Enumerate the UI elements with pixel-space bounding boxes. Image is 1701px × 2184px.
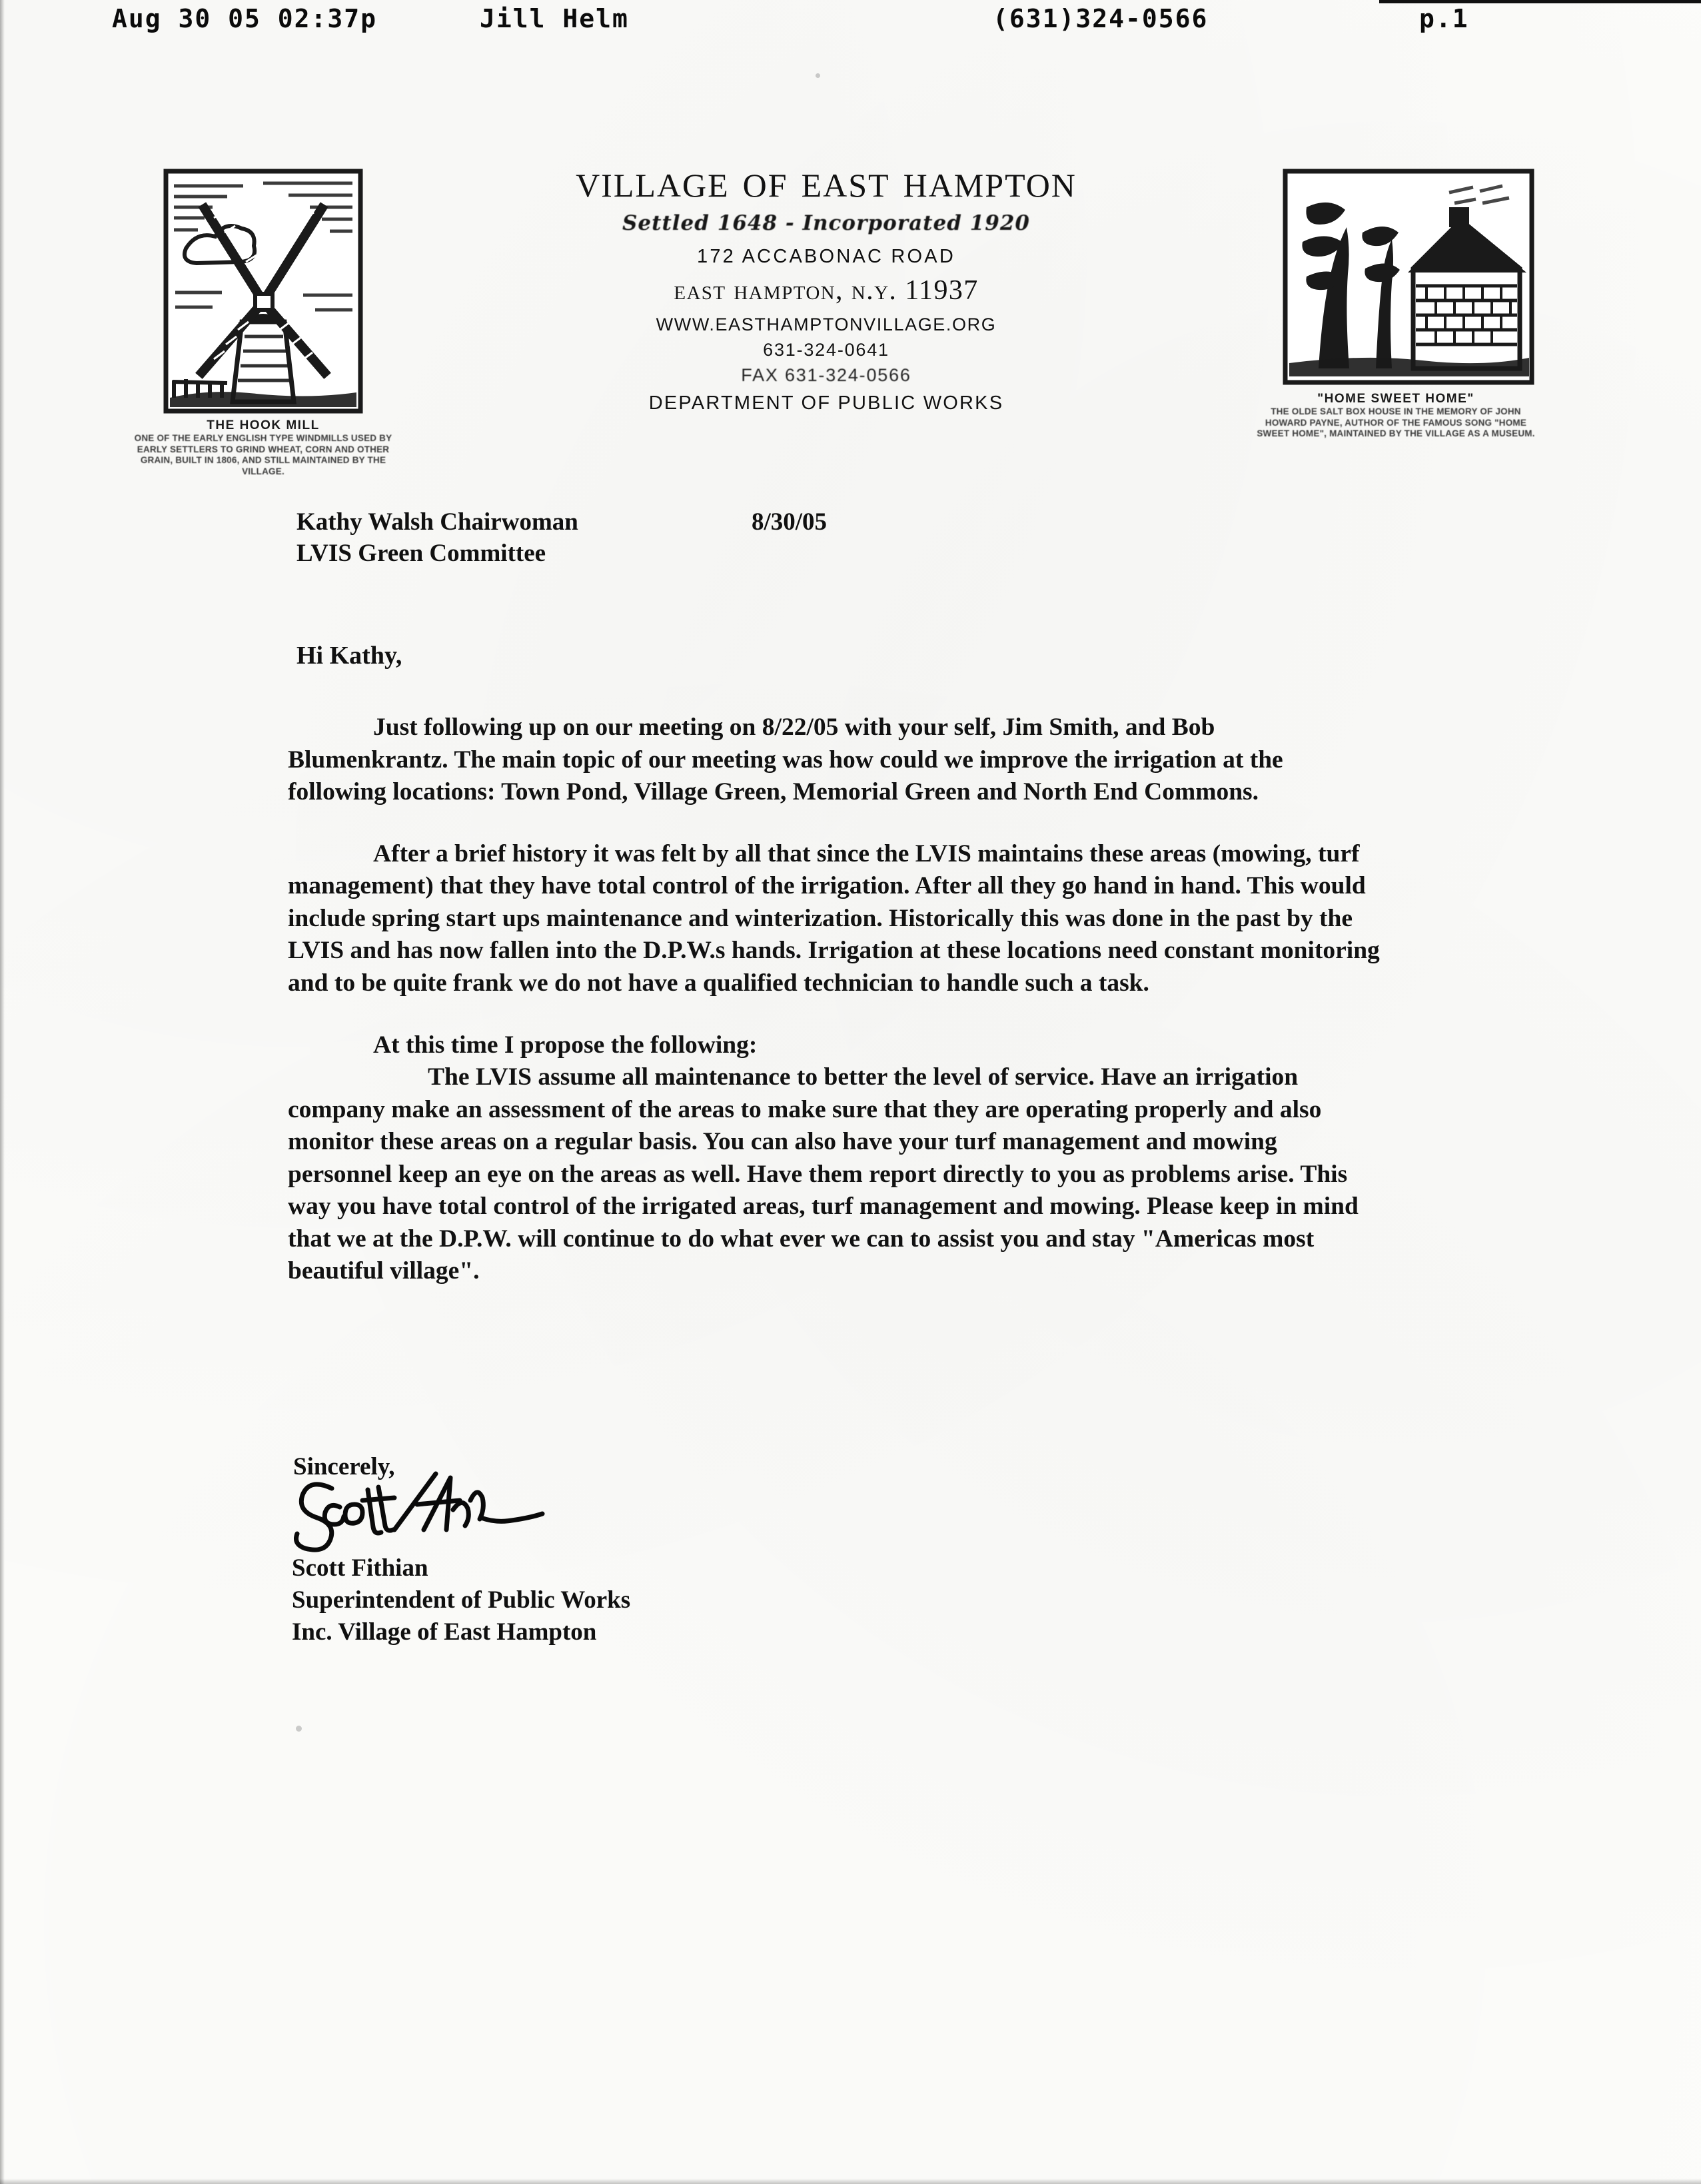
fax-header-sender: Jill Helm [480,4,629,33]
fax-header-phone: (631)324-0566 [993,4,1209,33]
fax-header-page: p.1 [1419,4,1469,33]
village-department: DEPARTMENT OF PUBLIC WORKS [648,392,1004,414]
scan-edge-bottom [0,2179,1701,2184]
windmill-caption-title: THE HOOK MILL [207,418,320,432]
scan-speck [296,1726,302,1732]
letter-body [288,712,1381,1317]
fax-transmission-header [0,0,1701,41]
saltbox-house-caption [1253,391,1539,440]
saltbox-house-icon [1283,169,1534,385]
letter-date: 8/30/05 [752,508,828,536]
body-paragraph: At this time I propose the following: [373,1031,758,1059]
recipient-organization: LVIS Green Committee [296,540,546,568]
village-website: WWW.EASTHAMPTONVILLAGE.ORG [656,314,997,334]
recipient-name: Kathy Walsh Chairwoman [296,508,578,536]
masthead [373,154,1279,414]
signer-organization: Inc. Village of East Hampton [292,1618,597,1646]
saltbox-caption-subtitle: THE OLDE SALT BOX HOUSE IN THE MEMORY OF JOHN HOWARD PAYNE, AUTHOR OF THE FAMOUS SONG "HOME SWEET HOME", MAINTAINED BY THE VILLAGE AS A MUSEUM. [1257,406,1535,439]
fax-header-rule [1379,0,1701,3]
signer-title: Superintendent of Public Works [292,1586,631,1614]
letterhead [0,154,1701,476]
village-name: village of east hampton [576,154,1077,207]
village-founding: Settled 1648 - Incorporated 1920 [622,211,1030,235]
signature-block [292,1552,630,1648]
village-fax: FAX 631-324-0566 [741,365,911,385]
body-paragraph: Just following up on our meeting on 8/22/05 with your self, Jim Smith, and Bob Blumenkrantz. The main topic of our meeting was how could we improve the irrigation at the following locations: Town Pond, Village Green, Memorial Green and North End Commons. [288,714,1283,806]
fax-header-timestamp: Aug 30 05 02:37p [112,4,378,33]
scan-speck [816,73,820,78]
salutation: Hi Kathy, [296,642,402,670]
village-street: 172 ACCABONAC ROAD [697,246,955,267]
windmill-caption [130,418,396,477]
saltbox-caption-title: "HOME SWEET HOME" [1317,392,1474,406]
signer-name: Scott Fithian [292,1554,428,1582]
windmill-caption-subtitle: ONE OF THE EARLY ENGLISH TYPE WINDMILLS USED BY EARLY SETTLERS TO GRIND WHEAT, CORN AND OTHER GRAIN, BUILT IN 1806, AND STILL MAINTAINED BY THE VILLAGE. [134,433,392,476]
village-city: east hampton, n.y. 11937 [674,275,979,306]
body-paragraph: After a brief history it was felt by all that since the LVIS maintains these areas (mowing, turf management) that they have total control of the irrigation. After all they go hand in hand. This would include spring start ups maintenance and winterization. Historically this was done in the past by the LVIS and has now fallen into the D.P.W.s hands. Irrigation at these locations need constant monitoring and to be quite frank we do not have a qualified technician to handle such a task. [288,839,1380,997]
closing-salutation: Sincerely, [293,1453,395,1480]
recipient-block [296,506,1096,570]
village-phone: 631-324-0641 [763,340,889,360]
signature [293,1466,580,1552]
windmill-icon [163,169,363,414]
body-paragraph: The LVIS assume all maintenance to better the level of service. Have an irrigation company make an assessment of the areas to make sure that they are operating properly and also monitor these areas on a regular basis. You can also have your turf management and mowing personnel keep an eye on the areas as well. Have them report directly to you as problems arise. This way you have total control of the irrigated areas, turf management and mowing. Please keep in mind that we at the D.P.W. will continue to do what ever we can to assist you and stay "Americas most beautiful village". [288,1063,1359,1285]
